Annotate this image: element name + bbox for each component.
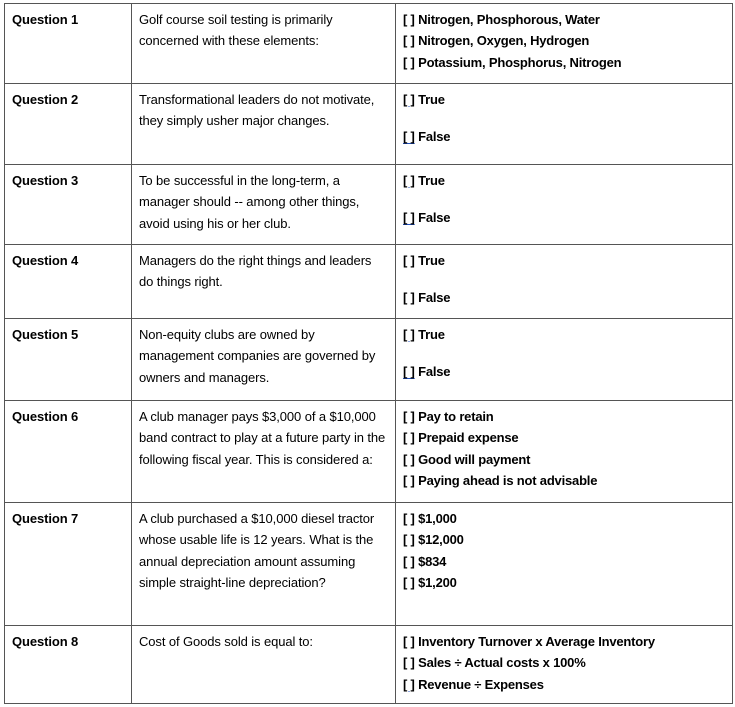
answer-options-cell [396,84,733,165]
answer-option[interactable] [403,508,725,529]
checkbox[interactable]: [ ] [403,210,415,226]
answer-option[interactable] [403,674,725,695]
answer-options-cell [396,319,733,401]
question-text: A club manager pays $3,000 of a $10,000 band contract to play at a future party in the following fiscal year. This is considered a: [139,409,386,467]
answer-option[interactable] [403,631,725,652]
answer-option[interactable] [403,427,725,448]
question-number-cell [5,245,132,319]
answer-option[interactable] [403,470,725,491]
checkbox[interactable]: [ ] [403,532,415,548]
option-label: Potassium, Phosphorus, Nitrogen [418,54,622,70]
question-row [5,4,733,84]
checkbox[interactable]: [ ] [403,655,415,671]
question-row [5,319,733,401]
option-label: Good will payment [418,451,531,467]
answer-options-cell [396,503,733,626]
question-number: Question 4 [12,253,79,268]
question-number-cell [5,4,132,84]
answer-option[interactable] [403,361,725,382]
question-number: Question 1 [12,12,79,27]
answer-option[interactable] [403,30,725,51]
answer-options-cell [396,245,733,319]
question-text-cell [132,503,396,626]
option-label: Nitrogen, Oxygen, Hydrogen [418,33,590,49]
checkbox[interactable]: [ ] [403,290,415,306]
checkbox[interactable]: [ ] [403,54,415,70]
question-text: A club purchased a $10,000 diesel tractor whose usable life is 12 years. What is the annual depreciation amount assuming simple straight-line depreciation? [139,511,375,590]
answer-option[interactable] [403,9,725,30]
checkbox[interactable]: [ ] [403,129,415,145]
option-label: False [418,210,451,226]
checkbox[interactable]: [ ] [403,472,415,488]
question-text: Cost of Goods sold is equal to: [139,634,313,649]
question-number: Question 7 [12,511,79,526]
answer-option[interactable] [403,207,725,228]
question-number-cell [5,84,132,165]
question-number: Question 2 [12,92,79,107]
answer-option[interactable] [403,652,725,673]
checkbox[interactable]: [ ] [403,676,415,692]
question-text: Non-equity clubs are owned by management companies are governed by owners and managers. [139,327,376,385]
question-row [5,503,733,626]
answer-option[interactable] [403,551,725,572]
question-text: To be successful in the long-term, a manager should -- among other things, avoid using his or her club. [139,173,360,231]
option-label: Sales ÷ Actual costs x 100% [418,655,586,671]
checkbox[interactable]: [ ] [403,451,415,467]
answer-options-cell [396,165,733,245]
checkbox[interactable]: [ ] [403,553,415,569]
answer-option[interactable] [403,406,725,427]
checkbox[interactable]: [ ] [403,173,415,188]
question-number: Question 6 [12,409,79,424]
question-number: Question 5 [12,327,79,342]
answer-option[interactable] [403,529,725,550]
option-label: Revenue ÷ Expenses [418,676,544,692]
question-text: Transformational leaders do not motivate, they simply usher major changes. [139,92,375,129]
question-number: Question 3 [12,173,79,188]
checkbox[interactable]: [ ] [403,33,415,49]
question-number-cell [5,503,132,626]
option-label: Inventory Turnover x Average Inventory [418,634,655,649]
answer-options-cell [396,4,733,84]
question-text-cell [132,165,396,245]
checkbox[interactable]: [ ] [403,511,415,526]
question-row [5,84,733,165]
answer-option[interactable] [403,449,725,470]
answer-option[interactable] [403,52,725,73]
option-label: False [418,290,451,306]
answer-option[interactable] [403,170,725,191]
checkbox[interactable]: [ ] [403,430,415,446]
option-label: True [418,327,445,342]
option-label: True [418,253,445,268]
option-label: $12,000 [418,532,464,548]
answer-option[interactable] [403,572,725,593]
checkbox[interactable]: [ ] [403,364,415,380]
checkbox[interactable]: [ ] [403,253,415,268]
answer-option[interactable] [403,126,725,147]
question-row [5,245,733,319]
question-text-cell [132,245,396,319]
question-row [5,165,733,245]
question-row [5,626,733,704]
option-label: Prepaid expense [418,430,519,446]
question-number-cell [5,319,132,401]
question-number-cell [5,626,132,704]
option-label: $1,000 [418,511,457,526]
option-label: $1,200 [418,574,457,590]
question-number: Question 8 [12,634,79,649]
option-label: False [418,129,451,145]
option-label: True [418,173,445,188]
question-text-cell [132,626,396,704]
checkbox[interactable]: [ ] [403,327,415,342]
option-label: Paying ahead is not advisable [418,472,598,488]
answer-option[interactable] [403,324,725,345]
question-number-cell [5,401,132,503]
option-label: Pay to retain [418,409,494,424]
quiz-table [4,3,733,704]
question-text: Managers do the right things and leaders do things right. [139,253,372,290]
question-text: Golf course soil testing is primarily concerned with these elements: [139,12,333,49]
checkbox[interactable]: [ ] [403,634,415,649]
question-row [5,401,733,503]
answer-option[interactable] [403,287,725,308]
option-label: Nitrogen, Phosphorous, Water [418,12,600,27]
answer-option[interactable] [403,250,725,271]
checkbox[interactable]: [ ] [403,12,415,27]
answer-option[interactable] [403,89,725,110]
question-text-cell [132,84,396,165]
question-text-cell [132,4,396,84]
checkbox[interactable]: [ ] [403,409,415,424]
question-number-cell [5,165,132,245]
question-text-cell [132,401,396,503]
checkbox[interactable]: [ ] [403,92,415,107]
option-label: False [418,364,451,380]
option-label: $834 [418,553,447,569]
question-text-cell [132,319,396,401]
checkbox[interactable]: [ ] [403,574,415,590]
answer-options-cell [396,626,733,704]
answer-options-cell [396,401,733,503]
option-label: True [418,92,445,107]
